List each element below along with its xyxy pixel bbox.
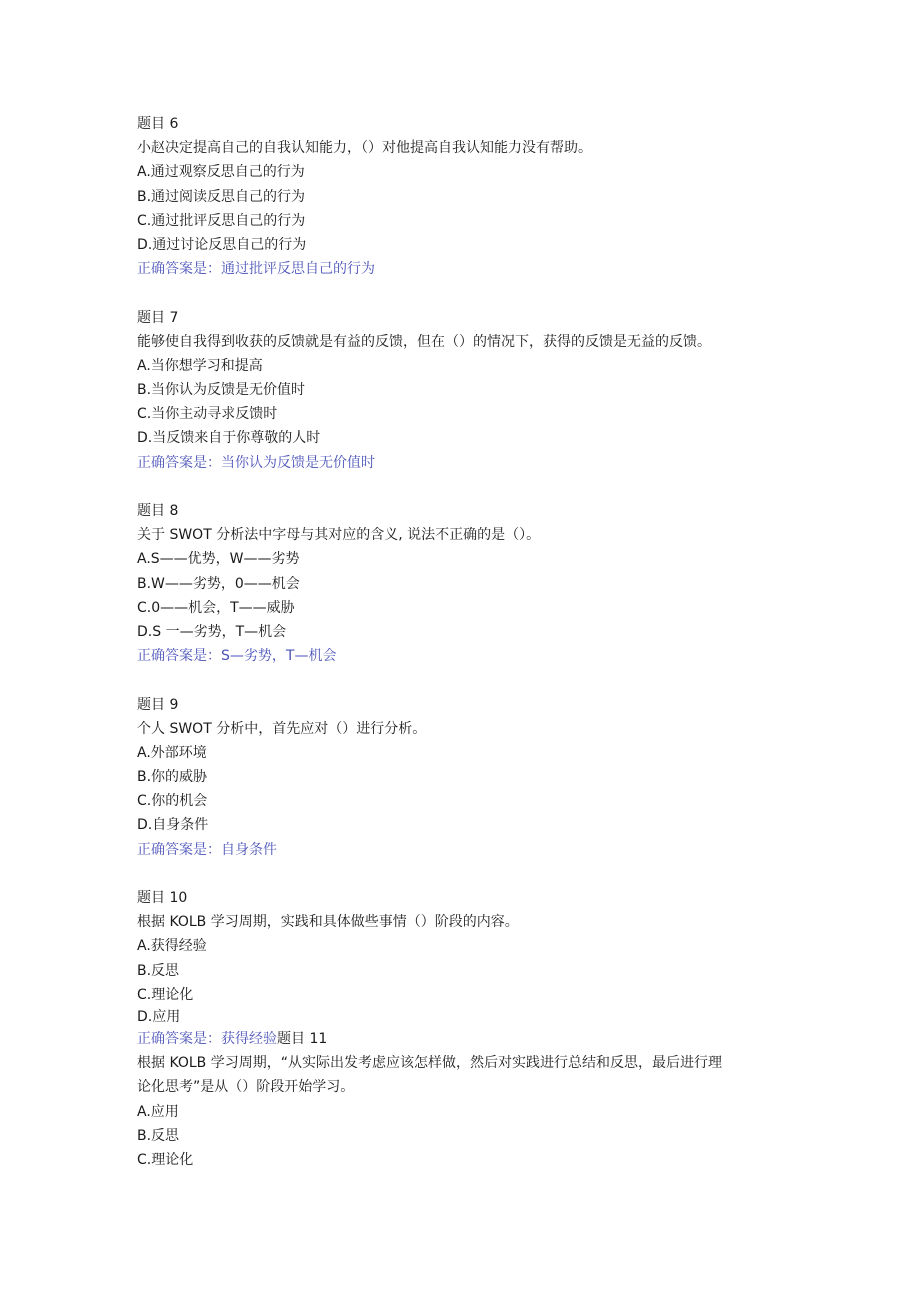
question-stem: 关于 SWOT 分析法中字母与其对应的含义, 说法不正确的是（）。: [137, 527, 541, 544]
question-8: [137, 499, 797, 668]
spacer: [137, 475, 797, 499]
option-a: A.应用: [137, 1103, 179, 1120]
question-stem: 能够使自我得到收获的反馈就是有益的反馈，但在（）的情况下，获得的反馈是无益的反馈。: [137, 333, 711, 350]
option-d: D.通过讨论反思自己的行为: [137, 236, 307, 253]
question-9: [137, 693, 797, 862]
option-d: D.应用: [137, 1008, 181, 1025]
option-c: C.当你主动寻求反馈时: [137, 406, 278, 423]
option-b: B.反思: [137, 962, 180, 979]
option-c: C.0——机会，T——威胁: [137, 599, 295, 616]
question-stem-line-1: 根据 KOLB 学习周期，“从实际出发考虑应该怎样做，然后对实践进行总结和反思，最后进行理: [137, 1055, 722, 1072]
question-6: [137, 112, 797, 281]
question-11: [137, 1051, 797, 1172]
document-page: [137, 112, 797, 1172]
question-title: 题目 7: [137, 309, 179, 326]
question-7: [137, 306, 797, 475]
spacer: [137, 281, 797, 305]
question-title: 题目 9: [137, 696, 179, 713]
option-b: B.通过阅读反思自己的行为: [137, 188, 306, 205]
correct-answer: 正确答案是：通过批评反思自己的行为: [137, 261, 375, 278]
option-b: B.当你认为反馈是无价值时: [137, 382, 306, 399]
question-stem: 小赵决定提高自己的自我认知能力，（）对他提高自我认知能力没有帮助。: [137, 140, 592, 157]
spacer: [137, 862, 797, 886]
option-c: C.理论化: [137, 986, 194, 1003]
question-title: 题目 11: [277, 1030, 328, 1047]
correct-answer: 正确答案是：当你认为反馈是无价值时: [137, 454, 375, 471]
question-stem-line-2: 论化思考”是从（）阶段开始学习。: [137, 1079, 355, 1096]
question-title: 题目 8: [137, 503, 179, 519]
option-b: B.你的威胁: [137, 769, 208, 786]
option-a: A.外部环境: [137, 744, 207, 761]
spacer: [137, 668, 797, 692]
option-b: B.W——劣势，0——机会: [137, 575, 300, 592]
correct-answer: 正确答案是：自身条件: [137, 841, 277, 858]
option-c: C.你的机会: [137, 793, 208, 810]
question-title: 题目 6: [137, 116, 179, 132]
option-d: D.当反馈来自于你尊敬的人时: [137, 430, 321, 447]
correct-answer: 正确答案是：获得经验: [137, 1030, 277, 1047]
option-a: A.获得经验: [137, 938, 207, 955]
question-stem: 个人 SWOT 分析中，首先应对（）进行分析。: [137, 720, 427, 737]
question-title: 题目 10: [137, 890, 188, 906]
option-d: D.自身条件: [137, 817, 209, 834]
correct-answer: 正确答案是：S—劣势，T—机会: [137, 648, 337, 665]
option-a: A.当你想学习和提高: [137, 357, 263, 374]
option-c: C.通过批评反思自己的行为: [137, 212, 306, 229]
question-10: [137, 886, 797, 1051]
option-c: C.理论化: [137, 1151, 194, 1168]
answer-line: [137, 1027, 797, 1051]
option-a: A.通过观察反思自己的行为: [137, 164, 305, 181]
option-d: D.S 一—劣势，T—机会: [137, 623, 287, 640]
option-b: B.反思: [137, 1127, 180, 1144]
option-a: A.S——优势，W——劣势: [137, 551, 300, 568]
question-stem: 根据 KOLB 学习周期，实践和具体做些事情（）阶段的内容。: [137, 914, 519, 931]
